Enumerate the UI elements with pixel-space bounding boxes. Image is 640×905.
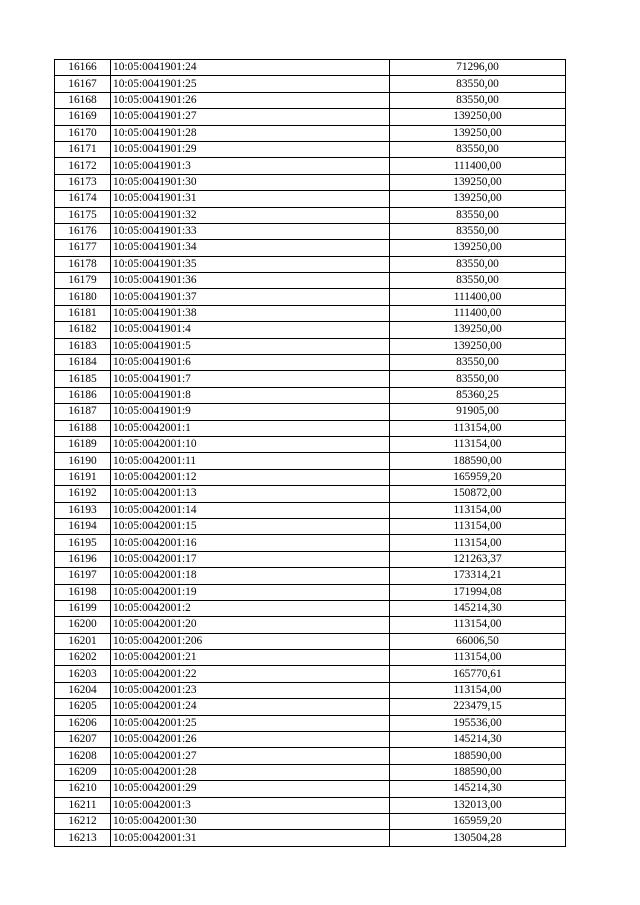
cadastral-number-cell: 10:05:0041901:24 xyxy=(111,60,390,76)
table-row xyxy=(55,453,566,469)
cadastral-value-cell: 91905,00 xyxy=(390,404,566,420)
row-number-cell: 16198 xyxy=(55,584,111,600)
row-number-cell: 16207 xyxy=(55,732,111,748)
cadastral-value-cell: 113154,00 xyxy=(390,420,566,436)
cadastral-number-cell: 10:05:0042001:19 xyxy=(111,584,390,600)
cadastral-number-cell: 10:05:0042001:30 xyxy=(111,813,390,829)
cadastral-number-cell: 10:05:0041901:35 xyxy=(111,256,390,272)
table-row xyxy=(55,797,566,813)
cadastral-number-cell: 10:05:0042001:16 xyxy=(111,535,390,551)
cadastral-number-cell: 10:05:0042001:17 xyxy=(111,551,390,567)
table-row xyxy=(55,60,566,76)
cadastral-number-cell: 10:05:0041901:29 xyxy=(111,141,390,157)
cadastral-value-cell: 113154,00 xyxy=(390,502,566,518)
table-row xyxy=(55,174,566,190)
row-number-cell: 16196 xyxy=(55,551,111,567)
cadastral-number-cell: 10:05:0041901:31 xyxy=(111,191,390,207)
cadastral-value-cell: 111400,00 xyxy=(390,305,566,321)
cadastral-value-cell: 139250,00 xyxy=(390,125,566,141)
cadastral-value-cell: 188590,00 xyxy=(390,764,566,780)
cadastral-number-cell: 10:05:0042001:24 xyxy=(111,699,390,715)
row-number-cell: 16181 xyxy=(55,305,111,321)
row-number-cell: 16180 xyxy=(55,289,111,305)
row-number-cell: 16205 xyxy=(55,699,111,715)
row-number-cell: 16170 xyxy=(55,125,111,141)
cadastral-value-cell: 223479,15 xyxy=(390,699,566,715)
cadastral-value-cell: 71296,00 xyxy=(390,60,566,76)
cadastral-value-cell: 83550,00 xyxy=(390,76,566,92)
cadastral-value-table xyxy=(54,59,566,847)
table-row xyxy=(55,764,566,780)
cadastral-value-cell: 83550,00 xyxy=(390,371,566,387)
row-number-cell: 16195 xyxy=(55,535,111,551)
row-number-cell: 16172 xyxy=(55,158,111,174)
cadastral-value-cell: 145214,30 xyxy=(390,600,566,616)
cadastral-value-cell: 165959,20 xyxy=(390,813,566,829)
cadastral-value-cell: 83550,00 xyxy=(390,92,566,108)
row-number-cell: 16166 xyxy=(55,60,111,76)
table-row xyxy=(55,256,566,272)
cadastral-number-cell: 10:05:0041901:7 xyxy=(111,371,390,387)
cadastral-value-cell: 188590,00 xyxy=(390,453,566,469)
table-body xyxy=(55,60,566,847)
table-row xyxy=(55,404,566,420)
row-number-cell: 16199 xyxy=(55,600,111,616)
cadastral-number-cell: 10:05:0042001:28 xyxy=(111,764,390,780)
cadastral-number-cell: 10:05:0041901:36 xyxy=(111,273,390,289)
cadastral-number-cell: 10:05:0041901:6 xyxy=(111,355,390,371)
cadastral-value-cell: 113154,00 xyxy=(390,650,566,666)
row-number-cell: 16175 xyxy=(55,207,111,223)
cadastral-number-cell: 10:05:0041901:38 xyxy=(111,305,390,321)
table-row xyxy=(55,141,566,157)
table-row xyxy=(55,600,566,616)
cadastral-number-cell: 10:05:0041901:33 xyxy=(111,223,390,239)
row-number-cell: 16197 xyxy=(55,568,111,584)
table-row xyxy=(55,617,566,633)
cadastral-number-cell: 10:05:0041901:9 xyxy=(111,404,390,420)
table-row xyxy=(55,158,566,174)
row-number-cell: 16178 xyxy=(55,256,111,272)
cadastral-number-cell: 10:05:0042001:25 xyxy=(111,715,390,731)
cadastral-number-cell: 10:05:0042001:22 xyxy=(111,666,390,682)
table-row xyxy=(55,338,566,354)
cadastral-number-cell: 10:05:0042001:15 xyxy=(111,518,390,534)
cadastral-value-cell: 139250,00 xyxy=(390,240,566,256)
cadastral-value-cell: 188590,00 xyxy=(390,748,566,764)
cadastral-value-cell: 83550,00 xyxy=(390,256,566,272)
table-row xyxy=(55,289,566,305)
row-number-cell: 16182 xyxy=(55,322,111,338)
table-row xyxy=(55,568,566,584)
table-row xyxy=(55,371,566,387)
cadastral-number-cell: 10:05:0042001:1 xyxy=(111,420,390,436)
cadastral-value-cell: 113154,00 xyxy=(390,436,566,452)
cadastral-number-cell: 10:05:0042001:21 xyxy=(111,650,390,666)
table-row xyxy=(55,420,566,436)
table-row xyxy=(55,109,566,125)
row-number-cell: 16173 xyxy=(55,174,111,190)
row-number-cell: 16212 xyxy=(55,813,111,829)
row-number-cell: 16210 xyxy=(55,781,111,797)
row-number-cell: 16183 xyxy=(55,338,111,354)
cadastral-value-cell: 130504,28 xyxy=(390,830,566,846)
cadastral-number-cell: 10:05:0041901:27 xyxy=(111,109,390,125)
cadastral-value-cell: 83550,00 xyxy=(390,223,566,239)
cadastral-value-cell: 113154,00 xyxy=(390,617,566,633)
cadastral-number-cell: 10:05:0042001:2 xyxy=(111,600,390,616)
cadastral-value-cell: 139250,00 xyxy=(390,191,566,207)
cadastral-number-cell: 10:05:0042001:11 xyxy=(111,453,390,469)
cadastral-value-cell: 150872,00 xyxy=(390,486,566,502)
cadastral-number-cell: 10:05:0041901:34 xyxy=(111,240,390,256)
cadastral-number-cell: 10:05:0042001:14 xyxy=(111,502,390,518)
row-number-cell: 16167 xyxy=(55,76,111,92)
row-number-cell: 16174 xyxy=(55,191,111,207)
cadastral-number-cell: 10:05:0042001:12 xyxy=(111,469,390,485)
table-row xyxy=(55,273,566,289)
cadastral-value-cell: 145214,30 xyxy=(390,781,566,797)
cadastral-value-cell: 111400,00 xyxy=(390,158,566,174)
row-number-cell: 16202 xyxy=(55,650,111,666)
cadastral-number-cell: 10:05:0042001:13 xyxy=(111,486,390,502)
table-row xyxy=(55,240,566,256)
cadastral-number-cell: 10:05:0041901:30 xyxy=(111,174,390,190)
table-row xyxy=(55,732,566,748)
table-row xyxy=(55,92,566,108)
cadastral-number-cell: 10:05:0042001:18 xyxy=(111,568,390,584)
row-number-cell: 16171 xyxy=(55,141,111,157)
cadastral-value-cell: 173314,21 xyxy=(390,568,566,584)
table-row xyxy=(55,436,566,452)
cadastral-number-cell: 10:05:0042001:10 xyxy=(111,436,390,452)
cadastral-number-cell: 10:05:0042001:206 xyxy=(111,633,390,649)
row-number-cell: 16194 xyxy=(55,518,111,534)
table-row xyxy=(55,191,566,207)
cadastral-number-cell: 10:05:0042001:23 xyxy=(111,682,390,698)
row-number-cell: 16185 xyxy=(55,371,111,387)
row-number-cell: 16184 xyxy=(55,355,111,371)
cadastral-number-cell: 10:05:0041901:26 xyxy=(111,92,390,108)
cadastral-value-cell: 83550,00 xyxy=(390,355,566,371)
cadastral-value-cell: 139250,00 xyxy=(390,338,566,354)
table-row xyxy=(55,486,566,502)
cadastral-value-cell: 121263,37 xyxy=(390,551,566,567)
table-row xyxy=(55,813,566,829)
row-number-cell: 16203 xyxy=(55,666,111,682)
row-number-cell: 16191 xyxy=(55,469,111,485)
cadastral-value-cell: 113154,00 xyxy=(390,682,566,698)
cadastral-value-cell: 139250,00 xyxy=(390,109,566,125)
table-row xyxy=(55,830,566,846)
table-row xyxy=(55,518,566,534)
row-number-cell: 16186 xyxy=(55,387,111,403)
row-number-cell: 16177 xyxy=(55,240,111,256)
cadastral-number-cell: 10:05:0041901:37 xyxy=(111,289,390,305)
table-row xyxy=(55,551,566,567)
cadastral-number-cell: 10:05:0042001:20 xyxy=(111,617,390,633)
cadastral-value-cell: 139250,00 xyxy=(390,174,566,190)
cadastral-value-cell: 165770,61 xyxy=(390,666,566,682)
row-number-cell: 16190 xyxy=(55,453,111,469)
cadastral-value-cell: 83550,00 xyxy=(390,273,566,289)
cadastral-number-cell: 10:05:0041901:4 xyxy=(111,322,390,338)
cadastral-value-cell: 66006,50 xyxy=(390,633,566,649)
cadastral-value-cell: 165959,20 xyxy=(390,469,566,485)
row-number-cell: 16211 xyxy=(55,797,111,813)
table-row xyxy=(55,305,566,321)
row-number-cell: 16213 xyxy=(55,830,111,846)
cadastral-number-cell: 10:05:0041901:5 xyxy=(111,338,390,354)
cadastral-number-cell: 10:05:0041901:28 xyxy=(111,125,390,141)
table-row xyxy=(55,699,566,715)
table-row xyxy=(55,125,566,141)
cadastral-number-cell: 10:05:0042001:31 xyxy=(111,830,390,846)
row-number-cell: 16188 xyxy=(55,420,111,436)
cadastral-number-cell: 10:05:0041901:3 xyxy=(111,158,390,174)
cadastral-number-cell: 10:05:0042001:27 xyxy=(111,748,390,764)
row-number-cell: 16206 xyxy=(55,715,111,731)
cadastral-value-cell: 83550,00 xyxy=(390,141,566,157)
table-row xyxy=(55,223,566,239)
cadastral-number-cell: 10:05:0042001:3 xyxy=(111,797,390,813)
table-row xyxy=(55,387,566,403)
table-row xyxy=(55,633,566,649)
table-row xyxy=(55,748,566,764)
cadastral-value-cell: 139250,00 xyxy=(390,322,566,338)
cadastral-number-cell: 10:05:0042001:29 xyxy=(111,781,390,797)
cadastral-value-cell: 113154,00 xyxy=(390,535,566,551)
table-row xyxy=(55,469,566,485)
table-row xyxy=(55,355,566,371)
row-number-cell: 16200 xyxy=(55,617,111,633)
cadastral-value-cell: 83550,00 xyxy=(390,207,566,223)
table-row xyxy=(55,322,566,338)
cadastral-number-cell: 10:05:0041901:25 xyxy=(111,76,390,92)
row-number-cell: 16176 xyxy=(55,223,111,239)
cadastral-value-cell: 195536,00 xyxy=(390,715,566,731)
row-number-cell: 16193 xyxy=(55,502,111,518)
table-row xyxy=(55,781,566,797)
row-number-cell: 16192 xyxy=(55,486,111,502)
row-number-cell: 16208 xyxy=(55,748,111,764)
table-row xyxy=(55,666,566,682)
cadastral-number-cell: 10:05:0041901:8 xyxy=(111,387,390,403)
row-number-cell: 16189 xyxy=(55,436,111,452)
row-number-cell: 16168 xyxy=(55,92,111,108)
cadastral-value-cell: 132013,00 xyxy=(390,797,566,813)
row-number-cell: 16187 xyxy=(55,404,111,420)
row-number-cell: 16201 xyxy=(55,633,111,649)
cadastral-number-cell: 10:05:0042001:26 xyxy=(111,732,390,748)
table-row xyxy=(55,650,566,666)
row-number-cell: 16204 xyxy=(55,682,111,698)
table-row xyxy=(55,207,566,223)
table-row xyxy=(55,682,566,698)
table-row xyxy=(55,584,566,600)
cadastral-number-cell: 10:05:0041901:32 xyxy=(111,207,390,223)
table-row xyxy=(55,502,566,518)
row-number-cell: 16209 xyxy=(55,764,111,780)
cadastral-value-cell: 171994,08 xyxy=(390,584,566,600)
row-number-cell: 16179 xyxy=(55,273,111,289)
row-number-cell: 16169 xyxy=(55,109,111,125)
table-row xyxy=(55,535,566,551)
table-row xyxy=(55,715,566,731)
cadastral-value-cell: 113154,00 xyxy=(390,518,566,534)
cadastral-value-cell: 145214,30 xyxy=(390,732,566,748)
table-row xyxy=(55,76,566,92)
cadastral-value-cell: 85360,25 xyxy=(390,387,566,403)
cadastral-value-cell: 111400,00 xyxy=(390,289,566,305)
